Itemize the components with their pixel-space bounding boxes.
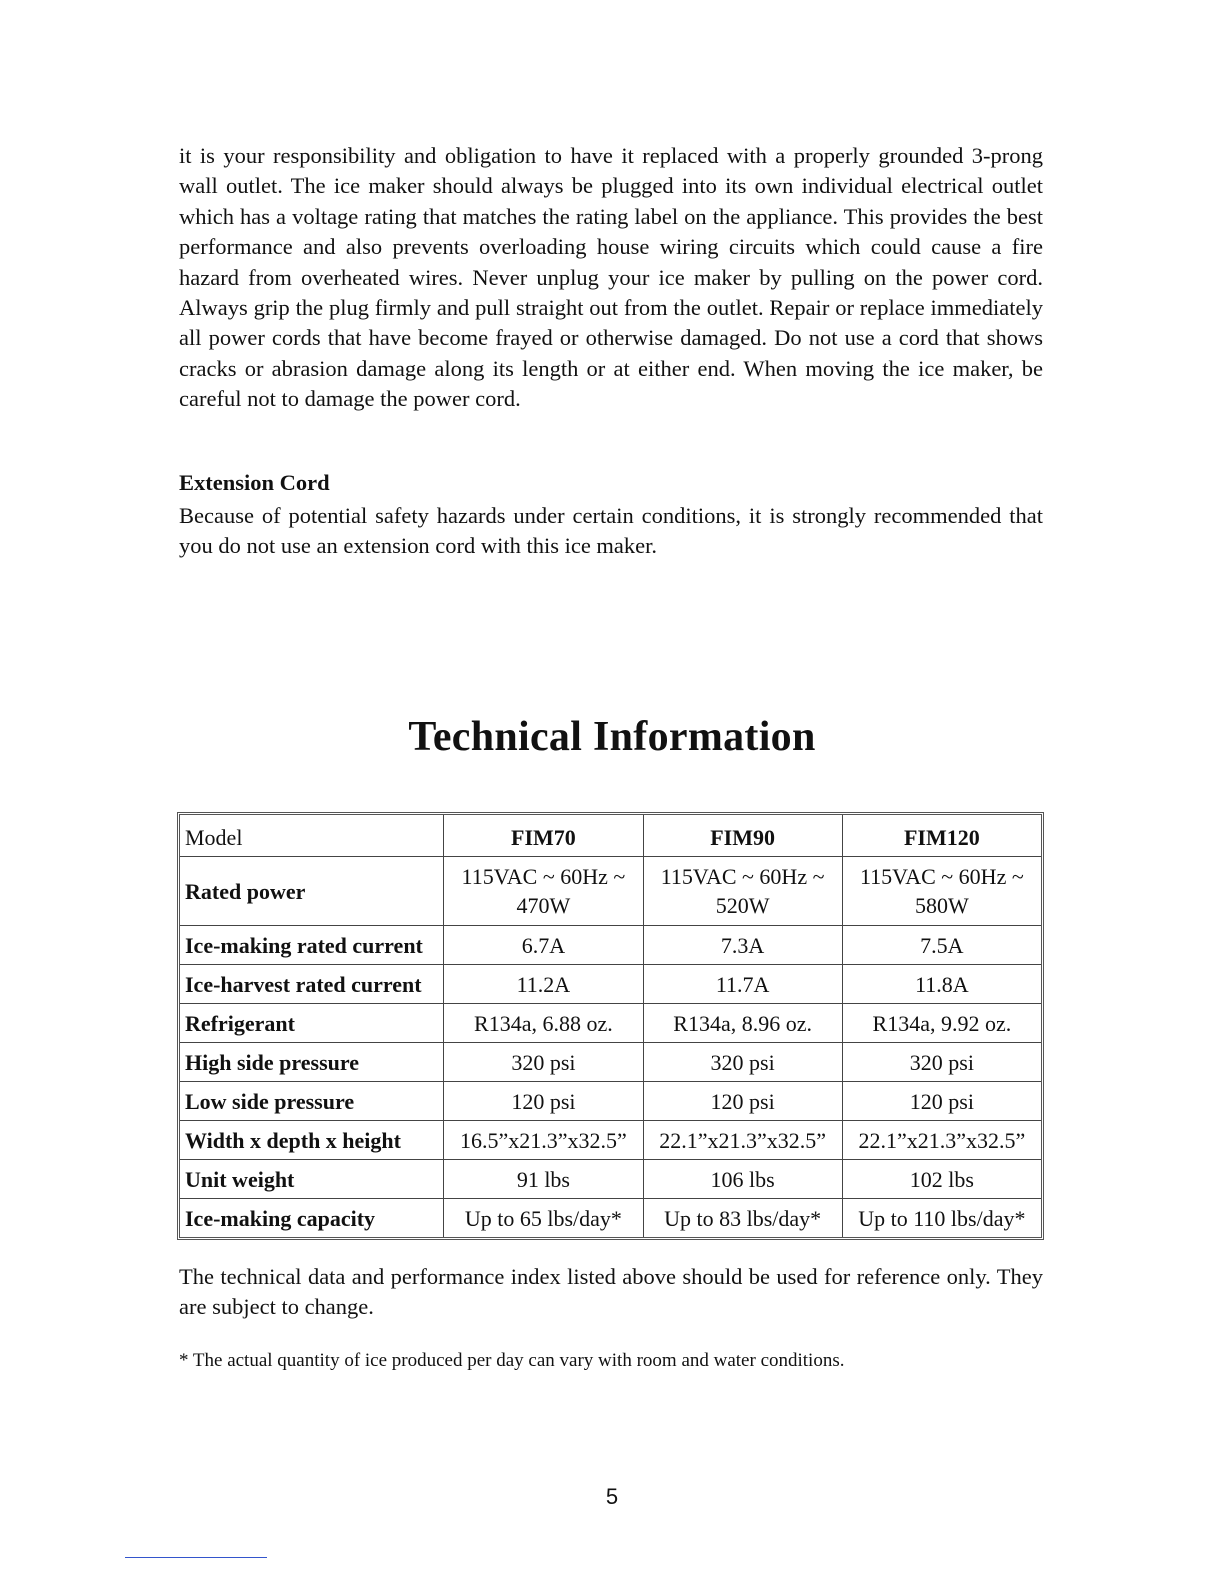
table-cell: 22.1”x21.3”x32.5” <box>843 1121 1041 1160</box>
table-cell: 6.7A <box>444 926 643 965</box>
table-row <box>180 1043 1041 1082</box>
row-label: Ice-harvest rated current <box>180 965 444 1004</box>
table-row-rated-power <box>180 857 1041 926</box>
table-row <box>180 1199 1041 1237</box>
table-cell: 120 psi <box>843 1082 1041 1121</box>
row-label: Ice-making capacity <box>180 1199 444 1237</box>
technical-information-title: Technical Information <box>408 714 816 760</box>
table-cell: R134a, 8.96 oz. <box>644 1004 843 1043</box>
table-cell: R134a, 6.88 oz. <box>444 1004 643 1043</box>
table-cell: 120 psi <box>444 1082 643 1121</box>
table-cell: R134a, 9.92 oz. <box>843 1004 1041 1043</box>
table-row <box>180 965 1041 1004</box>
table-cell: 320 psi <box>444 1043 643 1082</box>
rated-power-voltage: 115VAC ~ 60Hz ~ <box>859 864 1024 889</box>
table-header-row <box>180 815 1041 857</box>
intro-paragraph: it is your responsibility and obligation to have it replaced with a properly grounded 3-prong wall outlet. The ice maker should always be plugged into its own individual electrical outlet which has a voltage rating that matches the rating label on the appliance. This provides the best performance and also prevents overloading house wiring circuits which could cause a fire hazard from overheated wires. Never unplug your ice maker by pulling on the power cord. Always grip the plug firmly and pull straight out from the outlet. Repair or replace immediately all power cords that have become frayed or otherwise damaged. Do not use a cord that shows cracks or abrasion damage along its length or at either end. When moving the ice maker, be careful not to damage the power cord. <box>179 143 1043 412</box>
table-cell: 320 psi <box>644 1043 843 1082</box>
row-label: High side pressure <box>180 1043 444 1082</box>
table-row <box>180 1121 1041 1160</box>
table-cell: 106 lbs <box>644 1160 843 1199</box>
table-row <box>180 1082 1041 1121</box>
table-cell: Up to 65 lbs/day* <box>444 1199 643 1237</box>
row-label: Refrigerant <box>180 1004 444 1043</box>
model-fim90: FIM90 <box>644 815 843 857</box>
rated-power-voltage: 115VAC ~ 60Hz ~ <box>660 864 825 889</box>
table-cell: 11.8A <box>843 965 1041 1004</box>
table-cell: Up to 83 lbs/day* <box>644 1199 843 1237</box>
capacity-footnote: * The actual quantity of ice produced per day can vary with room and water conditions. <box>179 1350 845 1371</box>
model-label: Model <box>180 815 444 857</box>
table-cell: 11.7A <box>644 965 843 1004</box>
row-label: Low side pressure <box>180 1082 444 1121</box>
extension-cord-paragraph: Because of potential safety hazards under certain conditions, it is strongly recommended that you do not use an extension cord with this ice maker. <box>179 503 1043 559</box>
row-label: Ice-making rated current <box>180 926 444 965</box>
rated-power-voltage: 115VAC ~ 60Hz ~ <box>461 864 626 889</box>
table-cell <box>644 857 843 926</box>
model-fim70: FIM70 <box>444 815 643 857</box>
table-cell: 120 psi <box>644 1082 843 1121</box>
table-cell: Up to 110 lbs/day* <box>858 1206 1026 1231</box>
table-cell <box>444 857 643 926</box>
table-cell: 16.5”x21.3”x32.5” <box>444 1121 643 1160</box>
table-row <box>180 1160 1041 1199</box>
table-cell: 11.2A <box>444 965 643 1004</box>
table-cell: 91 lbs <box>444 1160 643 1199</box>
row-label: Rated power <box>180 857 444 926</box>
table-cell <box>843 857 1041 926</box>
bottom-rule-divider <box>125 1557 267 1558</box>
page-number: 5 <box>605 1484 619 1509</box>
row-label: Unit weight <box>180 1160 444 1199</box>
rated-power-watts: 580W <box>914 893 969 918</box>
table-row <box>180 926 1041 965</box>
table-cell: 102 lbs <box>843 1160 1041 1199</box>
rated-power-watts: 520W <box>715 893 770 918</box>
table-cell: 320 psi <box>843 1043 1041 1082</box>
model-fim120: FIM120 <box>843 815 1041 857</box>
extension-cord-heading: Extension Cord <box>179 470 330 495</box>
table-cell: 7.3A <box>644 926 843 965</box>
rated-power-watts: 470W <box>516 893 571 918</box>
table-cell: 7.5A <box>843 926 1041 965</box>
reference-note: The technical data and performance index listed above should be used for reference only. They are subject to change. <box>179 1264 1043 1320</box>
table-cell: 22.1”x21.3”x32.5” <box>644 1121 843 1160</box>
row-label: Width x depth x height <box>180 1121 444 1160</box>
table-row <box>180 1004 1041 1043</box>
technical-spec-table <box>177 812 1044 1240</box>
